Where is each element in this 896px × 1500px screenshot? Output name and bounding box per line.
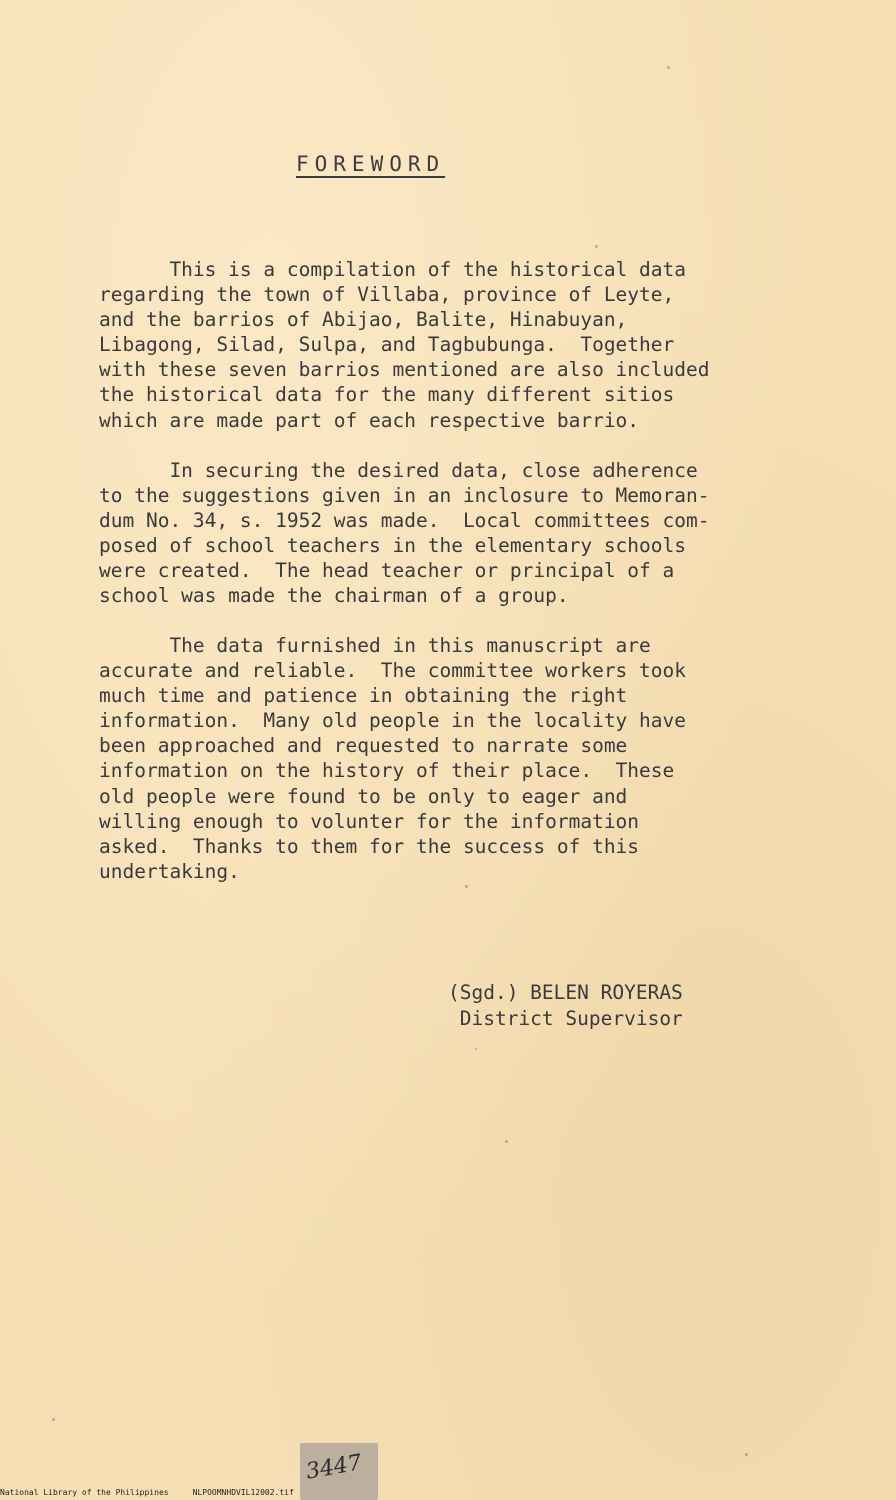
paper-speck xyxy=(745,1453,748,1456)
handwritten-stamp xyxy=(300,1443,378,1500)
signature-title: District Supervisor xyxy=(448,1006,683,1030)
paper-speck xyxy=(595,245,598,248)
paper-speck xyxy=(667,66,670,69)
stamp-number: 3447 xyxy=(304,1450,364,1485)
paper-speck xyxy=(475,1048,477,1050)
paragraph-3: The data furnished in this manuscript are accurate and reliable. The committee workers took much time and patience in obtaining the right information. Many old people in the locality have been approached and requested to narrate some information on the history of their place. These old people were found to be only to eager and willing enough to volunter for the information asked. Thanks to them for the success of this undertaking. xyxy=(99,634,686,883)
page-title: FOREWORD xyxy=(296,152,446,176)
scan-footer: National Library of the Philippines NLPOOMNHDVIL12002.tif xyxy=(0,1488,294,1497)
signature-name: (Sgd.) BELEN ROYERAS xyxy=(448,981,683,1004)
paragraph-1: This is a compilation of the historical data regarding the town of Villaba, province of Leyte, and the barrios of Abijao, Balite, Hinabuyan, Libagong, Silad, Sulpa, and Tagbubunga. Together with these seven barrios mentioned are also included the historical data for the many different sitios which are made part of each respective barrio. xyxy=(99,258,710,432)
paper-speck xyxy=(465,885,468,888)
paper-speck xyxy=(505,1140,508,1143)
paragraph-2: In securing the desired data, close adherence to the suggestions given in an inclosure to Memoran- dum No. 34, s. 1952 was made. Local committees com- posed of school teachers in the elementary schools were created. The head teacher or principal of a school was made the chairman of a group. xyxy=(99,459,710,608)
paper-speck xyxy=(52,1418,55,1421)
signature-block xyxy=(448,980,683,1031)
